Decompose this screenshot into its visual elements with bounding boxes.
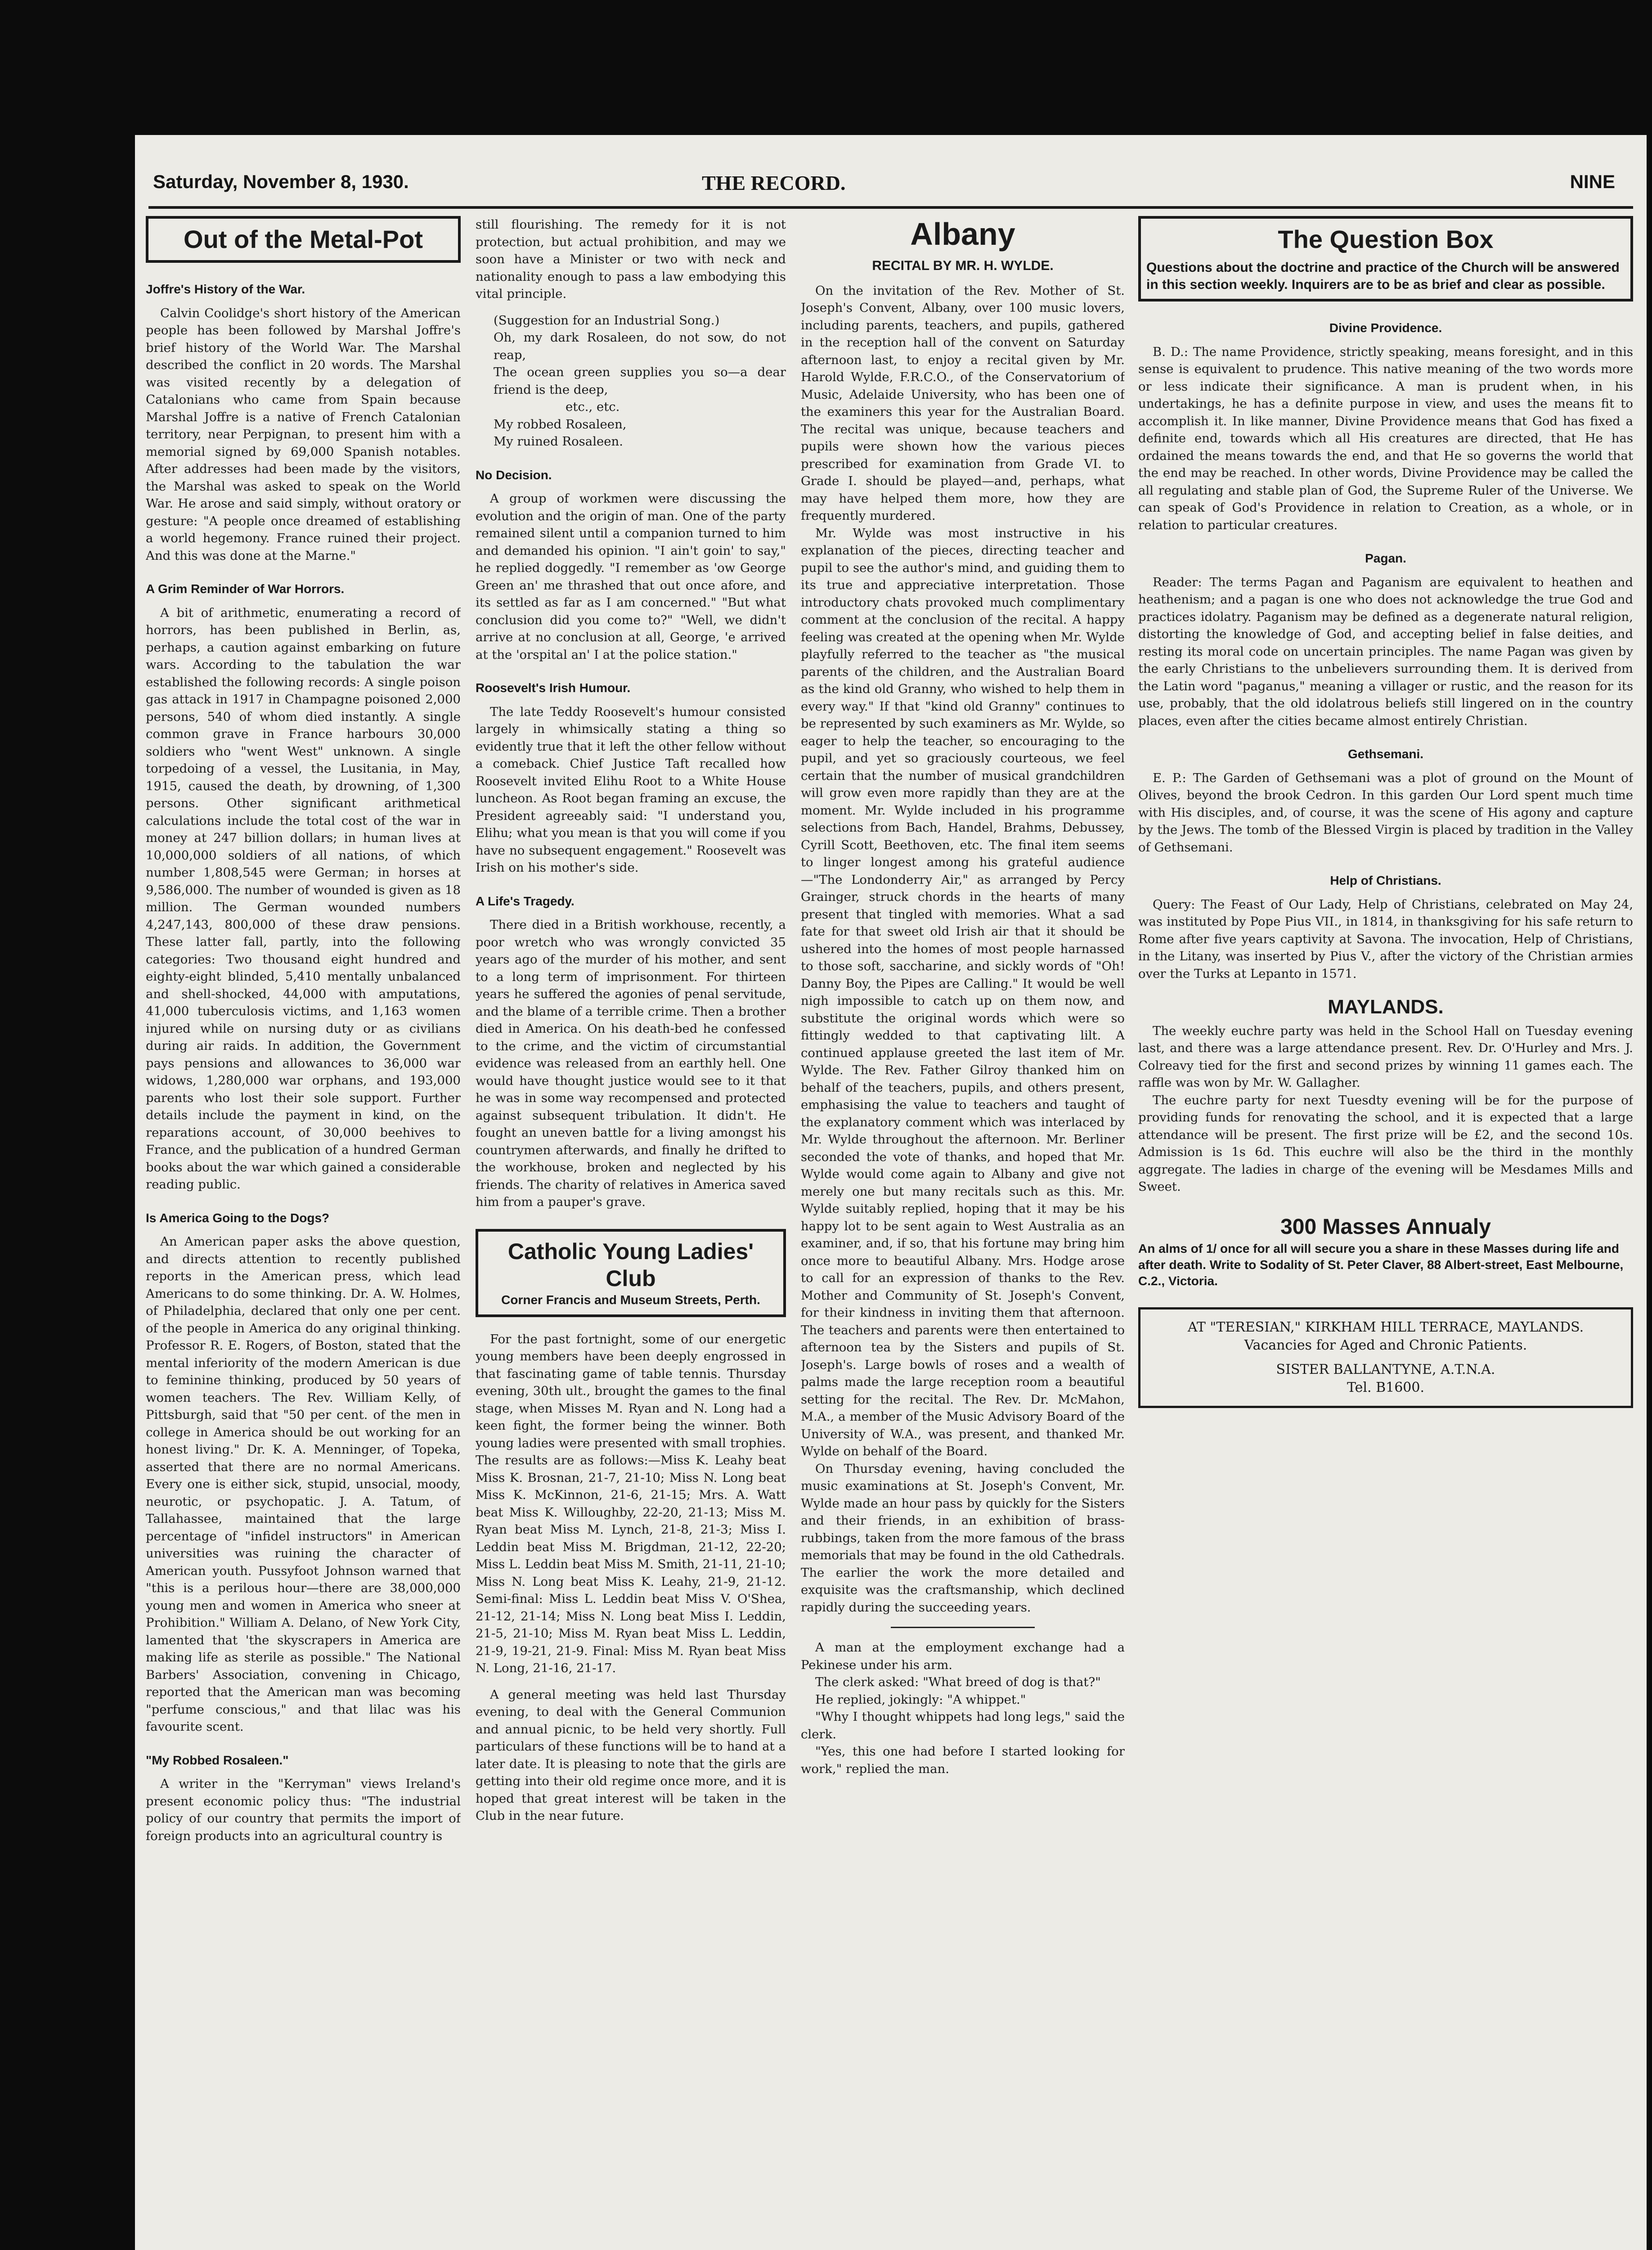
question-box-notice: Questions about the doctrine and practice of the Church will be answered in this section weekly. Inquirers are to be as brief and clear as possible. xyxy=(1146,260,1620,292)
maylands-heading: MAYLANDS. xyxy=(1328,996,1444,1018)
rosaleen-cont: still flourishing. The remedy for it is not protection, but actual prohibition, and may we soon have a Minister or two with neck and nationality enough to pass a law embodying this vital principle. xyxy=(476,217,786,301)
providence-heading: Divine Providence. xyxy=(1329,321,1442,335)
help-christians-heading: Help of Christians. xyxy=(1330,873,1441,887)
pagan-body: Reader: The terms Pagan and Paganism are equivalent to heathen and heathenism; and a pagan is one who does not acknowledge the true God and practices idolatry. Paganism may be defined as a degenerate natural religion, distorting the knowledge of God, and accepting belief in false deities, and resting its moral code on uncertain principles. The name Pagan was given by the early Christians to the unbelievers surrounding them. It is derived from the Latin word "paganus," meaning a villager or rustic, and the reason for its use, probably, that the old idolatrous beliefs still lingered on in the country places, even after the cities became almost entirely Christian. xyxy=(1138,575,1633,728)
war-horrors-body: A bit of arithmetic, enumerating a record of horrors, has been published in Berlin, as, perhaps, a caution against embarking on future wars. According to the tabulation the war established the following records: A single poison gas attack in 1917 in Champagne poisoned 2,000 persons, 540 of whom died instantly. A single common grave in France harbours 30,000 soldiers who "went West" unknown. A single torpedoing of a vessel, the Lusitania, in May, 1915, caused the death, by drowning, of 1,300 persons. Other significant arithmetical calculations include the total cost of the war in money at 247 billion dollars; in human lives at 10,000,000 soldiers of all nations, of which number 1,808,545 were German; in horses at 9,586,000. The number of wounded is given as 18 million. The German wounded numbers 4,247,143, 800,000 of these draw pensions. These latter fall, partly, into the following categories: Two thousand eight hundred and eighty-eight blinded, 5,410 mentally unbalanced and shell-shocked, 44,000 with amputations, 41,000 tuberculosis victims, and 1,163 women injured while on nursing duty or as civilians during air raids. In addition, the Government pays pensions and allowances to 36,000 war widows, 1,280,000 war orphans, and 193,000 parents who lost their sole support. Further details include the payment in kind, on the reparations account, of 30,000 beehives to France, and the publication of a hundred German books about the war which gained a considerable reading public. xyxy=(146,605,461,1192)
song-line: etc., etc. xyxy=(566,400,620,414)
america-dogs-body: An American paper asks the above question, and directs attention to recently published reports in the American press, which lead Americans to do some thinking. Dr. A. W. Holmes, of Philadelphia, declared that only one per cent. of the people in America do any original thinking. Professor R. E. Rogers, of Boston, stated that the mental inferiority of the modern American is due to feminine thinking, produced by 50 years of women teachers. The Rev. William Kelly, of Pittsburgh, said that "50 per cent. of the men in college in America should be out working for an honest living." Dr. K. A. Menninger, of Topeka, asserted that there are no normal Americans. Every one is either sick, stupid, unsocial, moody, neurotic, or psychopatic. J. A. Tatum, of Tallahassee, maintained that the large percentage of "infidel instructors" in American universities was ruining the character of American youth. Pussyfoot Johnson warned that "this is a perilous hour—there are 38,000,000 young men and women in America who sneer at Prohibition." William A. Delano, of New York City, lamented that 'the skyscrapers in America are making life as sterile as possible." The National Barbers' Association, convening in Chicago, reported that the American man was becoming "perfume conscious," and that lilac was his favourite scent. xyxy=(146,1234,461,1734)
no-decision-heading: No Decision. xyxy=(476,468,552,482)
ad-line: SISTER BALLANTYNE, A.T.N.A. xyxy=(1276,1361,1495,1377)
albany-title: Albany xyxy=(910,216,1015,252)
ad-line: AT "TERESIAN," KIRKHAM HILL TERRACE, MAYLANDS. xyxy=(1187,1319,1584,1335)
war-horrors-heading: A Grim Reminder of War Horrors. xyxy=(146,582,345,596)
masses-notice xyxy=(1138,1214,1633,1289)
pagan-heading: Pagan. xyxy=(1365,551,1406,565)
ad-line: Tel. B1600. xyxy=(1347,1379,1425,1395)
albany-para: Mr. Wylde was most instructive in his explanation of the pieces, directing teacher and pupil to see the author's mind, and guiding them to its true and appreciative interpretation. Those introductory chats provoked much complimentary comment at the conclusion of the recital. A happy feeling was created at the opening when Mr. Wylde playfully referred to the teacher as "the musical parents of the children, and the Australian Board as the kind old Granny, who wished to help them in every way." If that "kind old Granny" continues to be represented by such examiners as Mr. Wylde, so eager to help the teacher, so encouraging to the pupil, and yet so graciously courteous, we feel certain that the number of musical grandchildren will grow even more rapidly than they are at the moment. Mr. Wylde included in his programme selections from Bach, Handel, Brahms, Debussey, Cyrill Scott, Beethoven, etc. The final item seems to linger longest among his grateful audience—"The Londonderry Air," as arranged by Percy Grainger, struck chords in the hearts of many present that tingled with memories. What a sad fate for that sweet old Irish air that it should be ushered into the homes of most people harnassed to those soft, saccharine, and sickly words of "Oh! Danny Boy, the Pipes are Calling." It would be well nigh impossible to catch up on them now, and substitute the original words which were so fittingly wedded to that captivating lilt. A continued applause greeted the last item of Mr. Wylde. The Rev. Father Gilroy thanked him on behalf of the teachers, pupils, and others present, emphasising the value to teachers and taught of the explanatory comment which was interlaced by Mr. Wylde throughout the afternoon. Mr. Berliner seconded the vote of thanks, and hoped that Mr. Wylde would come again to Albany and give not merely one but many recitals such as this. Mr. Wylde suitably replied, hoping that it may be his happy lot to be sent again to West Australia as an examiner, and, if so, that his fortune may bring him once more to beautiful Albany. Mrs. Hodge arose to call for an expression of thanks to the Rev. Mother and Community of St. Joseph's Convent, for their kindness in inviting them that afternoon. The teachers and parents were then entertained to afternoon tea by the Sisters and pupils of St. Joseph's. Large bowls of roses and a wealth of palms made the large reception room a beautiful setting for the recital. The Rev. Dr. McMahon, M.A., a member of the Music Advisory Board of the University of W.A., was present, and thanked Mr. Wylde on behalf of the Board. xyxy=(801,526,1125,1458)
club-body: For the past fortnight, some of our energetic young members have been deeply engrossed in that fascinating game of table tennis. Thursday evening, 30th ult., brought the games to the final stage, when Misses M. Ryan and N. Long had a keen fight, the former being the winner. Both young ladies were presented with small trophies. The results are as follows:—Miss K. Leahy beat Miss K. Brosnan, 21-7, 21-10; Miss N. Long beat Miss K. McKinnon, 21-6, 21-15; Mrs. A. Watt beat Miss K. Willoughby, 22-20, 21-13; Miss M. Ryan beat Miss M. Lynch, 21-8, 21-3; Miss I. Leddin beat Miss M. Brigdman, 21-12, 22-20; Miss L. Leddin beat Miss M. Smith, 21-11, 21-10; Miss N. Long beat Miss K. Leahy, 21-9, 21-12. Semi-final: Miss L. Leddin beat Miss V. O'Shea, 21-12, 21-14; Miss N. Long beat Miss I. Leddin, 21-5, 21-10; Miss M. Ryan beat Miss L. Leddin, 21-9, 19-21, 21-9. Final: Miss M. Ryan beat Miss N. Long, 21-16, 21-17. xyxy=(476,1332,786,1675)
tragedy-body: There died in a British workhouse, recently, a poor wretch who was wrongly convicted 35 years ago of the murder of his mother, and sent to a long term of imprisonment. For thirteen years he suffered the agonies of penal servitude, and the blame of a terrible crime. Then a brother died in America. On his death-bed he confessed to the crime, and the victim of circumstantial evidence was released from an earthly hell. One would have thought justice would see to it that he was in some way recompensed and protected against subsequent tribulation. It didn't. He fought an uneven battle for a living amongst his countrymen afterwards, and finally he drifted to the workhouse, broken and neglected by his friends. The charity of relatives in America saved him from a pauper's grave. xyxy=(476,918,786,1209)
column-2 xyxy=(476,216,786,2250)
maylands-body: The weekly euchre party was held in the School Hall on Tuesday evening last, and there was a large attendance present. Rev. Dr. O'Hurley and Mrs. J. Colreavy tied for the first and second prizes by winning 11 games each. The raffle was won by Mr. W. Gallagher. xyxy=(1138,1023,1633,1090)
song-line: Oh, my dark Rosaleen, do not sow, do not reap, xyxy=(494,330,786,362)
roosevelt-heading: Roosevelt's Irish Humour. xyxy=(476,681,631,695)
tragedy-heading: A Life's Tragedy. xyxy=(476,894,575,908)
song-line: My robbed Rosaleen, xyxy=(494,417,627,432)
column-3 xyxy=(801,216,1125,2250)
teresian-ad xyxy=(1138,1307,1633,1408)
newspaper-page xyxy=(135,135,1647,2250)
recital-heading: RECITAL BY MR. H. WYLDE. xyxy=(872,258,1054,273)
joke-line: He replied, jokingly: "A whippet." xyxy=(815,1692,1026,1707)
club-meeting: A general meeting was held last Thursday evening, to deal with the General Communion and annual picnic, to be held very shortly. Full particulars of these functions will be to hand at a later date. It is pleasing to note that the girls are getting into their old regime once more, and it is hoped that great interest will be taken in the Club in the near future. xyxy=(476,1687,786,1823)
industrial-song xyxy=(476,312,786,450)
joke-line: "Yes, this one had before I started looking for work," replied the man. xyxy=(801,1744,1125,1776)
joffre-body: Calvin Coolidge's short history of the American people has been followed by Marshal Joffre's brief history of the World War. The Marshal described the conflict in 20 words. The Marshal was visited recently by a delegation of Catalonians who came from Spain because Marshal Joffre is a native of French Catalonian territory, near Perpignan, to present him with a memorial signed by 69,000 Spanish notables. After addresses had been made by the visitors, the Marshal was asked to speak on the World War. He arose and said simply, without oratory or gesture: "A people once dreamed of establishing a world hegemony. France ruined their project. And this was done at the Marne." xyxy=(146,306,461,563)
albany-para: On the invitation of the Rev. Mother of St. Joseph's Convent, Albany, over 100 music lovers, including parents, teachers, and pupils, gathered in the reception hall of the convent on Saturday afternoon last, to enjoy a recital given by Mr. Harold Wylde, F.R.C.O., of the Conservatorium of Music, Adelaide University, who has been one of the examiners this year for the Australian Board. The recital was unique, because teachers and pupils were shown how the various pieces prescribed for examination from Grade VI. to Grade I. should be played—and, perhaps, what may have helped them more, how they are frequently murdered. xyxy=(801,283,1125,523)
question-box-title: The Question Box xyxy=(1278,225,1494,253)
masses-title: 300 Masses Annualy xyxy=(1280,1215,1491,1239)
joke-line: The clerk asked: "What breed of dog is that?" xyxy=(815,1675,1101,1689)
no-decision-body: A group of workmen were discussing the evolution and the origin of man. One of the party remained silent until a companion turned to him and demanded his opinion. "I ain't goin' to say," he replied doggedly. "I remember as 'ow George Green an' me thrashed that out once afore, and its settled as far as I am concerned." "But what conclusion did you come to?" "Well, we didn't arrive at no conclusion at all, George, 'e arrived at the 'orspital an' I at the police station." xyxy=(476,491,786,662)
question-box-header xyxy=(1138,216,1633,302)
providence-body: B. D.: The name Providence, strictly speaking, means foresight, and in this sense is equivalent to prudence. This native meaning of the two words more or less indicate their significance. A man is prudent when, in his undertakings, he has a definite purpose in view, and uses the means fit to accomplish it. In like manner, Divine Providence means that God has fixed a definite end, towards which all His creatures are directed, that He has ordained the means towards the end, and that He so governs the world that the end may be reached. In other words, Divine Providence may be called the all regulating and stable plan of God, the Supreme Ruler of the Universe. We can speak of God's Providence in relation to Creation, as a whole, or in relation to particular creatures. xyxy=(1138,344,1633,532)
maylands-body: The euchre party for next Tuesdty evening will be for the purpose of providing funds for renovating the school, and it is expected that a large attendance will be present. The first prize will be £2, and the second 10s. Admission is 1s 6d. This euchre will also be the third in the monthly aggregate. The ladies in charge of the evening will be Mesdames Mills and Sweet. xyxy=(1138,1093,1633,1194)
help-christians-body: Query: The Feast of Our Lady, Help of Christians, celebrated on May 24, was instituted by Pope Pius VII., in 1814, in thanksgiving for his safe return to Rome after five years captivity at Savona. The invocation, Help of Christians, in the Litany, was inserted by Pius V., after the victory of the Christian armies over the Turks at Lepanto in 1571. xyxy=(1138,897,1633,981)
gethsemani-heading: Gethsemani. xyxy=(1347,747,1424,761)
song-title: (Suggestion for an Industrial Song.) xyxy=(494,313,720,328)
rosaleen-heading: "My Robbed Rosaleen." xyxy=(146,1753,289,1767)
metal-pot-header xyxy=(146,216,461,263)
masthead-rule xyxy=(148,206,1633,209)
page-number: NINE xyxy=(1570,171,1615,192)
song-line: My ruined Rosaleen. xyxy=(494,434,623,449)
rosaleen-body: A writer in the "Kerryman" views Ireland's present economic policy thus: "The industrial policy of our country that permits the import of foreign products into an agricultural country is xyxy=(146,1777,461,1843)
joke-line: A man at the employment exchange had a Pekinese under his arm. xyxy=(801,1640,1125,1672)
america-dogs-heading: Is America Going to the Dogs? xyxy=(146,1210,330,1225)
ad-line: Vacancies for Aged and Chronic Patients. xyxy=(1244,1337,1527,1353)
masses-body: An alms of 1/ once for all will secure you a share in these Masses during life and after death. Write to Sodality of St. Peter Claver, 88 Albert-street, East Melbourne, C.2., Victoria. xyxy=(1138,1241,1624,1288)
column-1 xyxy=(146,216,461,2250)
gethsemani-body: E. P.: The Garden of Gethsemani was a plot of ground on the Mount of Olives, beyond the brook Cedron. In this garden Our Lord spent much time with His disciples, and, of course, it was the scene of His agony and capture by the Jews. The tomb of the Blessed Virgin is placed by tradition in the Valley of Gethsemani. xyxy=(1138,770,1633,855)
paper-name: THE RECORD. xyxy=(702,171,846,194)
club-address: Corner Francis and Museum Streets, Perth. xyxy=(501,1292,760,1307)
roosevelt-body: The late Teddy Roosevelt's humour consisted largely in whimsically stating a thing so evidently true that it left the other fellow without a comeback. Chief Justice Taft recalled how Roosevelt invited Elihu Root to a White House luncheon. As Root began framing an excuse, the President agreeably said: "I understand you, Elihu; what you mean is that you will come if you have no subsequent engagement." Roosevelt was Irish on his mother's side. xyxy=(476,704,786,875)
club-header xyxy=(476,1229,786,1317)
joffre-heading: Joffre's History of the War. xyxy=(146,282,305,296)
issue-date: Saturday, November 8, 1930. xyxy=(153,171,409,192)
joke-line: "Why I thought whippets had long legs," said the clerk. xyxy=(801,1710,1125,1742)
metal-pot-title: Out of the Metal-Pot xyxy=(184,225,423,253)
club-title: Catholic Young Ladies' Club xyxy=(507,1238,754,1291)
column-4 xyxy=(1138,216,1633,2250)
albany-para: On Thursday evening, having concluded the music examinations at St. Joseph's Convent, Mr. Wylde made an hour pass by quickly for the Sisters and their friends, in an exhibition of brass-rubbings, taken from the more famous of the brass memorials that may be found in the old Cathedrals. The earlier the work the more detailed and exquisite was the craftsmanship, which declined rapidly during the succeeding years. xyxy=(801,1461,1125,1615)
masthead xyxy=(135,171,1647,212)
song-line: The ocean green supplies you so—a dear friend is the deep, xyxy=(494,365,786,397)
